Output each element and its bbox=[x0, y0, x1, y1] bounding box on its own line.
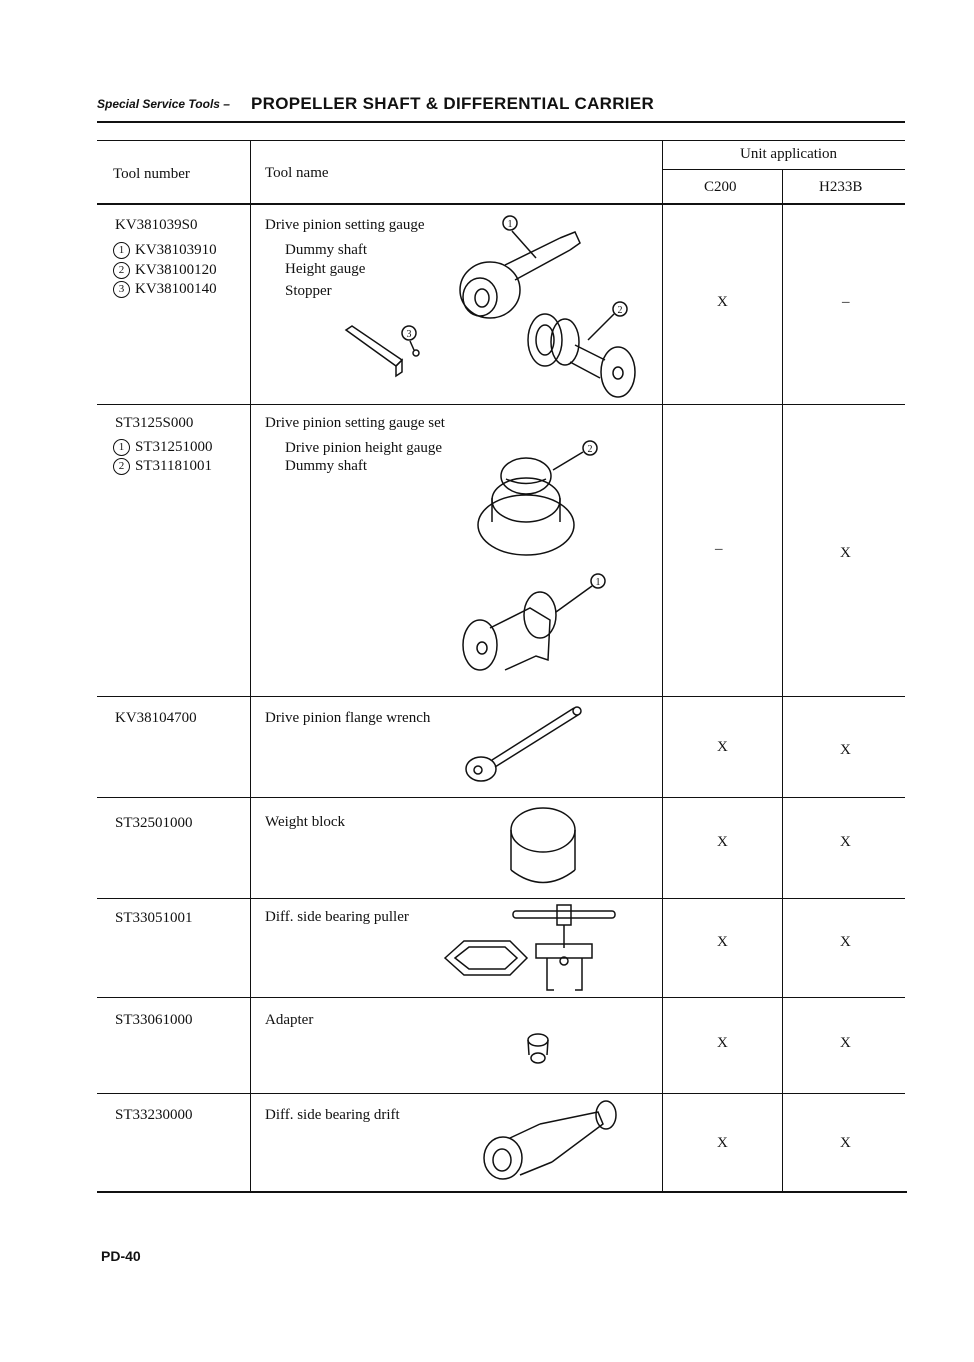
header-rule bbox=[97, 121, 905, 123]
table-row-name: Diff. side bearing puller bbox=[265, 909, 409, 925]
c200-mark: X bbox=[717, 1135, 728, 1151]
row-divider bbox=[97, 1093, 905, 1094]
c200-mark: X bbox=[717, 739, 728, 755]
table-row-name: Drive pinion flange wrench bbox=[265, 710, 431, 726]
page-title: PROPELLER SHAFT & DIFFERENTIAL CARRIER bbox=[251, 94, 655, 113]
col-header-tool-number: Tool number bbox=[113, 166, 190, 182]
table-row-number: KV38104700 bbox=[115, 710, 197, 726]
table-row-number: ST33051001 bbox=[115, 910, 193, 926]
column-divider bbox=[782, 169, 783, 1193]
row-divider bbox=[97, 898, 905, 899]
svg-text:1: 1 bbox=[507, 219, 513, 230]
sub-number: 1 ST31251000 bbox=[113, 438, 213, 457]
col-header-tool-name: Tool name bbox=[265, 165, 329, 181]
table-row-name: Drive pinion setting gauge set bbox=[265, 415, 445, 431]
table-row-name: Drive pinion setting gauge bbox=[265, 217, 425, 233]
unit-app-rule bbox=[663, 169, 905, 170]
svg-text:1: 1 bbox=[595, 577, 601, 588]
column-divider bbox=[250, 140, 251, 1192]
table-top-rule bbox=[97, 140, 905, 141]
h233b-mark: X bbox=[840, 834, 851, 850]
svg-text:2: 2 bbox=[617, 305, 623, 316]
table-bottom-rule bbox=[97, 1191, 907, 1193]
svg-text:2: 2 bbox=[587, 444, 593, 455]
row-divider bbox=[97, 797, 905, 798]
h233b-mark: – bbox=[842, 294, 850, 310]
h233b-mark: X bbox=[840, 545, 851, 561]
sub-name: Dummy shaft bbox=[285, 242, 368, 258]
sub-name: Height gauge bbox=[285, 261, 366, 277]
h233b-mark: X bbox=[840, 1035, 851, 1051]
sub-name: Dummy shaft bbox=[285, 458, 368, 474]
table-row-number: ST33230000 bbox=[115, 1107, 193, 1123]
c200-mark: X bbox=[717, 1035, 728, 1051]
c200-mark: X bbox=[717, 294, 728, 310]
page-number: PD-40 bbox=[101, 1248, 141, 1264]
h233b-mark: X bbox=[840, 934, 851, 950]
h233b-mark: X bbox=[840, 742, 851, 758]
col-header-c200: C200 bbox=[704, 179, 737, 195]
table-row-number: KV381039S0 bbox=[115, 217, 198, 233]
sub-number: 3 KV38100140 bbox=[113, 280, 217, 299]
col-header-unit-application: Unit application bbox=[740, 146, 838, 162]
sub-name: Drive pinion height gauge bbox=[285, 440, 443, 456]
table-row-number: ST3125S000 bbox=[115, 415, 194, 431]
col-header-h233b: H233B bbox=[819, 179, 863, 195]
sub-name: Stopper bbox=[285, 283, 332, 299]
c200-mark: X bbox=[717, 934, 728, 950]
svg-text:3: 3 bbox=[406, 329, 412, 340]
c200-mark: X bbox=[717, 834, 728, 850]
sub-number: 2 KV38100120 bbox=[113, 261, 217, 280]
table-row-name: Adapter bbox=[265, 1012, 314, 1028]
row-divider bbox=[97, 997, 905, 998]
sub-number: 1 KV38103910 bbox=[113, 241, 217, 260]
table-row-name: Weight block bbox=[265, 814, 346, 830]
header-prefix: Special Service Tools – bbox=[97, 97, 230, 111]
row-divider bbox=[97, 404, 905, 405]
column-divider bbox=[662, 140, 663, 1192]
sub-number: 2 ST31181001 bbox=[113, 457, 212, 476]
h233b-mark: X bbox=[840, 1135, 851, 1151]
table-row-number: ST32501000 bbox=[115, 815, 193, 831]
header-bottom-rule bbox=[97, 203, 905, 205]
table-row-number: ST33061000 bbox=[115, 1012, 193, 1028]
c200-mark: – bbox=[715, 541, 723, 557]
table-row-name: Diff. side bearing drift bbox=[265, 1107, 400, 1123]
row-divider bbox=[97, 696, 905, 697]
